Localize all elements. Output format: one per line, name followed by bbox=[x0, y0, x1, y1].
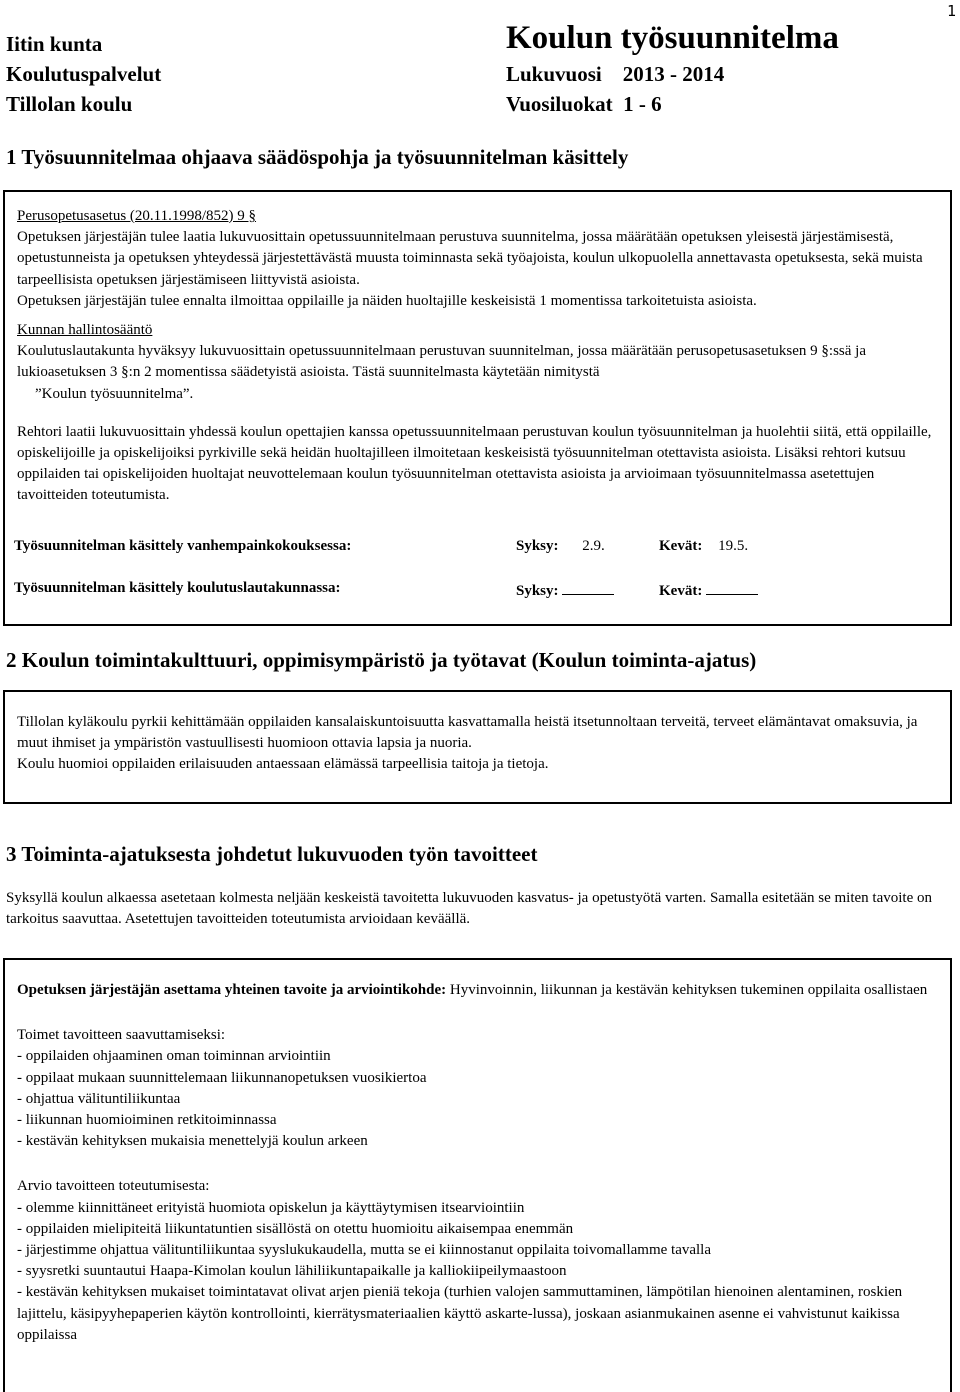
decree-text-2: Opetuksen järjestäjän tulee ennalta ilmoittaa oppilaille ja näiden huoltajille keskeisistä 1 momentissa tarkoitetuista asioista. bbox=[17, 292, 757, 309]
spring-date: 19.5. bbox=[718, 538, 749, 554]
document-title: Koulun työsuunnitelma bbox=[506, 20, 839, 56]
rules-title: Kunnan hallintosääntö bbox=[17, 322, 153, 339]
eval-item: - olemme kiinnittäneet erityistä huomiota opiskelun ja käyttäytymisen itsearviointiin bbox=[17, 1199, 525, 1216]
action-item: - kestävän kehityksen mukaisia menettelyjä koulun arkeen bbox=[17, 1133, 368, 1150]
eval-item: - oppilaiden mielipiteitä liikuntatuntien sisällöstä on otettu huomioitu aikaisempaa enemmän bbox=[17, 1220, 574, 1237]
school-year-value: 2013 - 2014 bbox=[622, 62, 725, 86]
parents-meeting-spring bbox=[659, 538, 748, 555]
school-year bbox=[506, 62, 724, 87]
section-2-box bbox=[3, 690, 952, 804]
rules-quote: ”Koulun työsuunnitelma”. bbox=[35, 385, 194, 402]
section-3-box bbox=[3, 958, 952, 1392]
decree-title: Perusopetusasetus (20.11.1998/852) 9 § bbox=[17, 208, 257, 224]
principal-text: Rehtori laatii lukuvuosittain yhdessä koulun opettajien kanssa opetussuunnitelmaan perustuvan koulun työsuunnitelman ja huolehtii siitä, että oppilaille, opiskelijoille ja opiskelijoiksi pyrkiville sekä heidän huoltajilleen ilmoitetaan keskeisistä työsuunnitelman otettavista asioista. Lisäksi rehtori kutsuu oppilaiden tai opiskelijoiden huoltajat neuvottelemaan koulun työsuunnitelman otettavista asioista ja arvioimaan työsuunnitelmassa asetettujen tavoitteiden toteutumista. bbox=[17, 423, 932, 504]
eval-title: Arvio tavoitteen toteutumisesta: bbox=[17, 1178, 210, 1195]
autumn-blank-line bbox=[562, 580, 614, 595]
parents-meeting-label: Työsuunnitelman käsittely vanhempainkokouksessa: bbox=[14, 538, 352, 554]
rules-text: Koulutuslautakunta hyväksyy lukuvuosittain opetussuunnitelmaan perustuvan suunnitelman, jossa määrätään perusopetusasetuksen 9 §:ssä ja lukioasetuksen 3 §:n 2 momentissa säädetyistä asioista. Tästä suunnitelmasta käytetään nimitystä bbox=[17, 343, 867, 381]
action-item: - oppilaat mukaan suunnittelemaan liikunnanopetuksen vuosikiertoa bbox=[17, 1069, 427, 1086]
section-3-intro: Syksyllä koulun alkaessa asetetaan kolmesta neljään keskeistä tavoitetta lukuvuoden kasvatus- ja opetustyötä varten. Samalla esitetään se miten tavoite on tarkoitus saavuttaa. Asetettujen tavoitteiden toteutumista arvioidaan keväällä. bbox=[6, 890, 932, 928]
grade-levels bbox=[506, 92, 662, 117]
eval-item: - kestävän kehityksen mukaiset toimintatavat olivat arjen pieniä tekoja (turhien valojen sammuttaminen, lämpötilan hienoinen alentaminen, roskien lajittelu, käsipyyhepaperien käytön kontrollointi, kierrätysmateriaalien käyttö askarte-lussa), joskaan asianmukainen asenne ei vahvistunut kaikissa oppilaissa bbox=[17, 1284, 903, 1343]
section-2-text-2: Koulu huomioi oppilaiden erilaisuuden antaessaan elämässä tarpeellisia taitoja ja tietoja. bbox=[17, 756, 549, 773]
school-name: Tillolan koulu bbox=[6, 92, 133, 116]
school-year-label: Lukuvuosi bbox=[506, 62, 602, 86]
goal-text: Hyvinvoinnin, liikunnan ja kestävän kehityksen tukeminen oppilaita osallistaen bbox=[449, 982, 928, 998]
parents-meeting-autumn bbox=[516, 538, 605, 555]
section-1-heading: 1 Työsuunnitelmaa ohjaava säädöspohja ja työsuunnitelman käsittely bbox=[6, 145, 629, 169]
spring-blank-line bbox=[706, 580, 758, 595]
spring-label: Kevät: bbox=[659, 538, 703, 554]
action-item: - oppilaiden ohjaaminen oman toiminnan arviointiin bbox=[17, 1048, 331, 1065]
actions-title: Toimet tavoitteen saavuttamiseksi: bbox=[17, 1027, 226, 1044]
eval-item: - järjestimme ohjattua välituntiliikuntaa syyslukukaudella, mutta se ei kiinnostanut oppilaita toivomallamme tavalla bbox=[17, 1242, 712, 1259]
goal-label: Opetuksen järjestäjän asettama yhteinen tavoite ja arviointikohde: bbox=[17, 982, 447, 998]
section-2-text-1: Tillolan kyläkoulu pyrkii kehittämään oppilaiden kansalaiskuntoisuutta kasvattamalla heistä itsetunnoltaan terveitä, terveet elämäntavat omaksuvia, ja muut ihmiset ja ympäristön vastuullisesti huomioon ottavia lapsia ja nuoria. bbox=[17, 714, 918, 752]
board-spring bbox=[659, 580, 758, 600]
autumn-label: Syksy: bbox=[516, 583, 559, 599]
board-autumn bbox=[516, 580, 614, 600]
grade-levels-label: Vuosiluokat bbox=[506, 92, 613, 116]
section-2-heading: 2 Koulun toimintakulttuuri, oppimisympäristö ja työtavat (Koulun toiminta-ajatus) bbox=[6, 648, 757, 672]
action-item: - ohjattua välituntiliikuntaa bbox=[17, 1090, 181, 1107]
section-3-heading: 3 Toiminta-ajatuksesta johdetut lukuvuoden työn tavoitteet bbox=[6, 842, 538, 866]
grade-levels-value: 1 - 6 bbox=[623, 92, 662, 116]
action-item: - liikunnan huomioiminen retkitoiminnassa bbox=[17, 1112, 277, 1129]
spring-label: Kevät: bbox=[659, 583, 703, 599]
autumn-date: 2.9. bbox=[582, 538, 605, 554]
board-label: Työsuunnitelman käsittely koulutuslautakunnassa: bbox=[14, 580, 341, 596]
decree-text-1: Opetuksen järjestäjän tulee laatia lukuvuosittain opetussuunnitelmaan perustuva suunnitelma, jossa määrätään opetuksen yleisestä järjestämisestä, opetustunneista ja opetuksen yhteydessä järjestettävästä muusta toiminnasta sekä työajoista, koulun ulkopuolella annettavasta opetuksesta, sekä muista tarpeellisista opetuksen järjestämiseen liittyvistä asioista. bbox=[17, 229, 923, 288]
section-1-box bbox=[3, 190, 952, 626]
autumn-label: Syksy: bbox=[516, 538, 559, 554]
municipality-name: Iitin kunta bbox=[6, 32, 103, 56]
page-number: 1 bbox=[946, 2, 956, 20]
department-name: Koulutuspalvelut bbox=[6, 62, 162, 86]
eval-item: - syysretki suuntautui Haapa-Kimolan koulun lähiliikuntapaikalle ja kalliokiipeilymaastoon bbox=[17, 1263, 567, 1280]
goal-paragraph bbox=[17, 980, 940, 1001]
